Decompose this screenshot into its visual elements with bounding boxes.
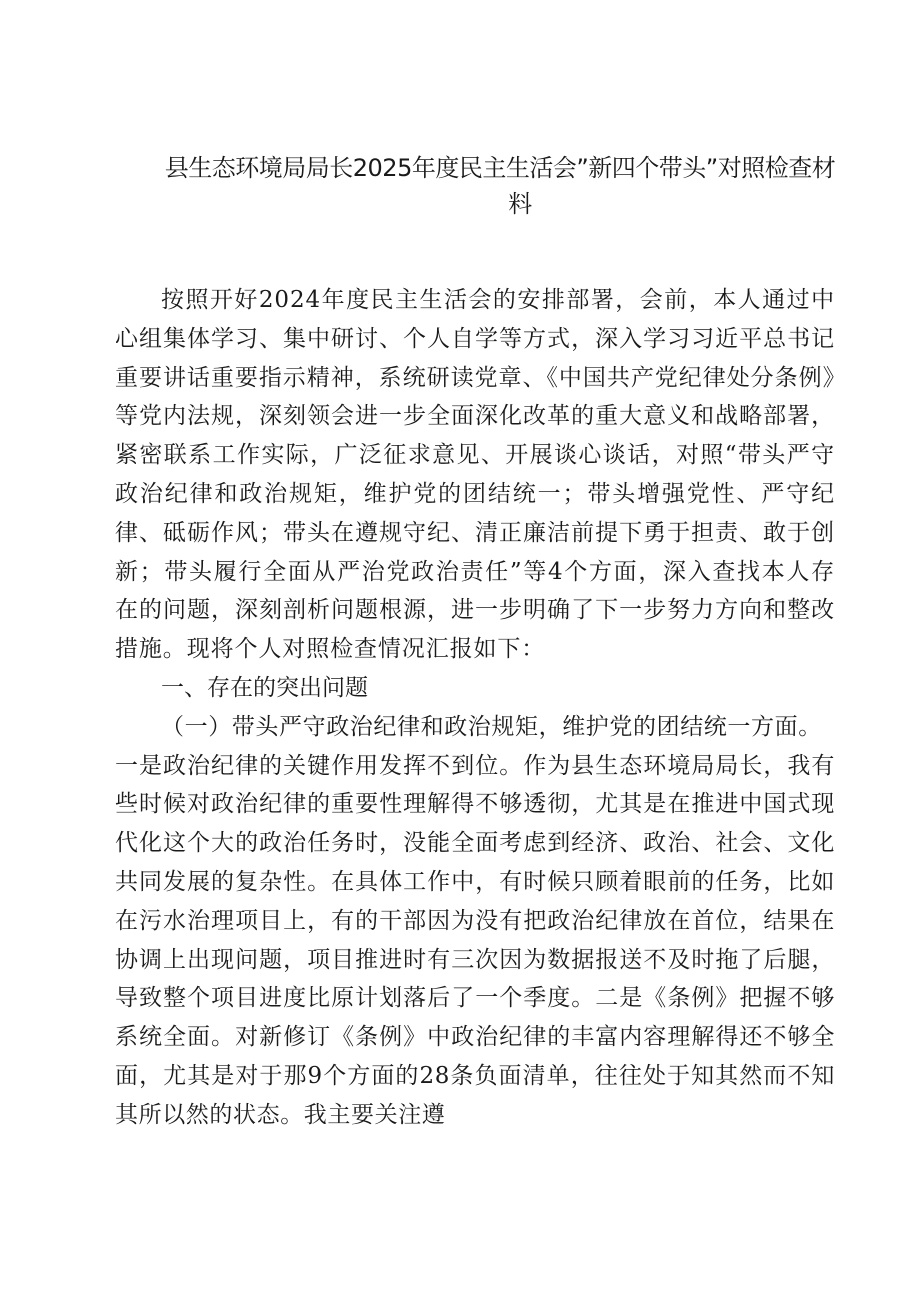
document-body xyxy=(115,281,835,1135)
document-title xyxy=(150,150,850,222)
document-title-line2: 料 xyxy=(508,190,532,218)
intro-paragraph: 按照开好2024年度民主生活会的安排部署，会前，本人通过中心组集体学习、集中研讨、个人自学等方式，深入学习习近平总书记重要讲话重要指示精神，系统研读党章、《中国共产党纪律处分条例》等党内法规，深刻领会进一步全面深化改革的重大意义和战略部署，紧密联系工作实际，广泛征求意见、开展谈心谈话，对照“带头严守政治纪律和政治规矩，维护党的团结统一；带头增强党性、严守纪律、砥砺作风；带头在遵规守纪、清正廉洁前提下勇于担责、敢于创新；带头履行全面从严治党政治责任”等4个方面，深入查找本人存在的问题，深刻剖析问题根源，进一步明确了下一步努力方向和整改措施。现将个人对照检查情况汇报如下： xyxy=(115,287,835,663)
section-heading: 一、存在的突出问题 xyxy=(161,674,368,701)
document-title-line1: 县生态环境局局长2025年度民主生活会”新四个带头”对照检查材 xyxy=(164,154,836,182)
body-paragraph: 一是政治纪律的关键作用发挥不到位。作为县生态环境局局长，我有些时候对政治纪律的重要性理解得不够透彻，尤其是在推进中国式现代化这个大的政治任务时，没能全面考虑到经济、政治、社会、文化共同发展的复杂性。在具体工作中，有时候只顾着眼前的任务，比如在污水治理项目上，有的干部因为没有把政治纪律放在首位，结果在协调上出现问题，项目推进时有三次因为数据报送不及时拖了后腿，导致整个项目进度比原计划落后了一个季度。二是《条例》把握不够系统全面。对新修订《条例》中政治纪律的丰富内容理解得还不够全面，尤其是对于那9个方面的28条负面清单，往往处于知其然而不知其所以然的状态。我主要关注遵 xyxy=(115,752,835,1128)
subsection-heading: （一）带头严守政治纪律和政治规矩，维护党的团结统一方面。 xyxy=(161,713,822,740)
